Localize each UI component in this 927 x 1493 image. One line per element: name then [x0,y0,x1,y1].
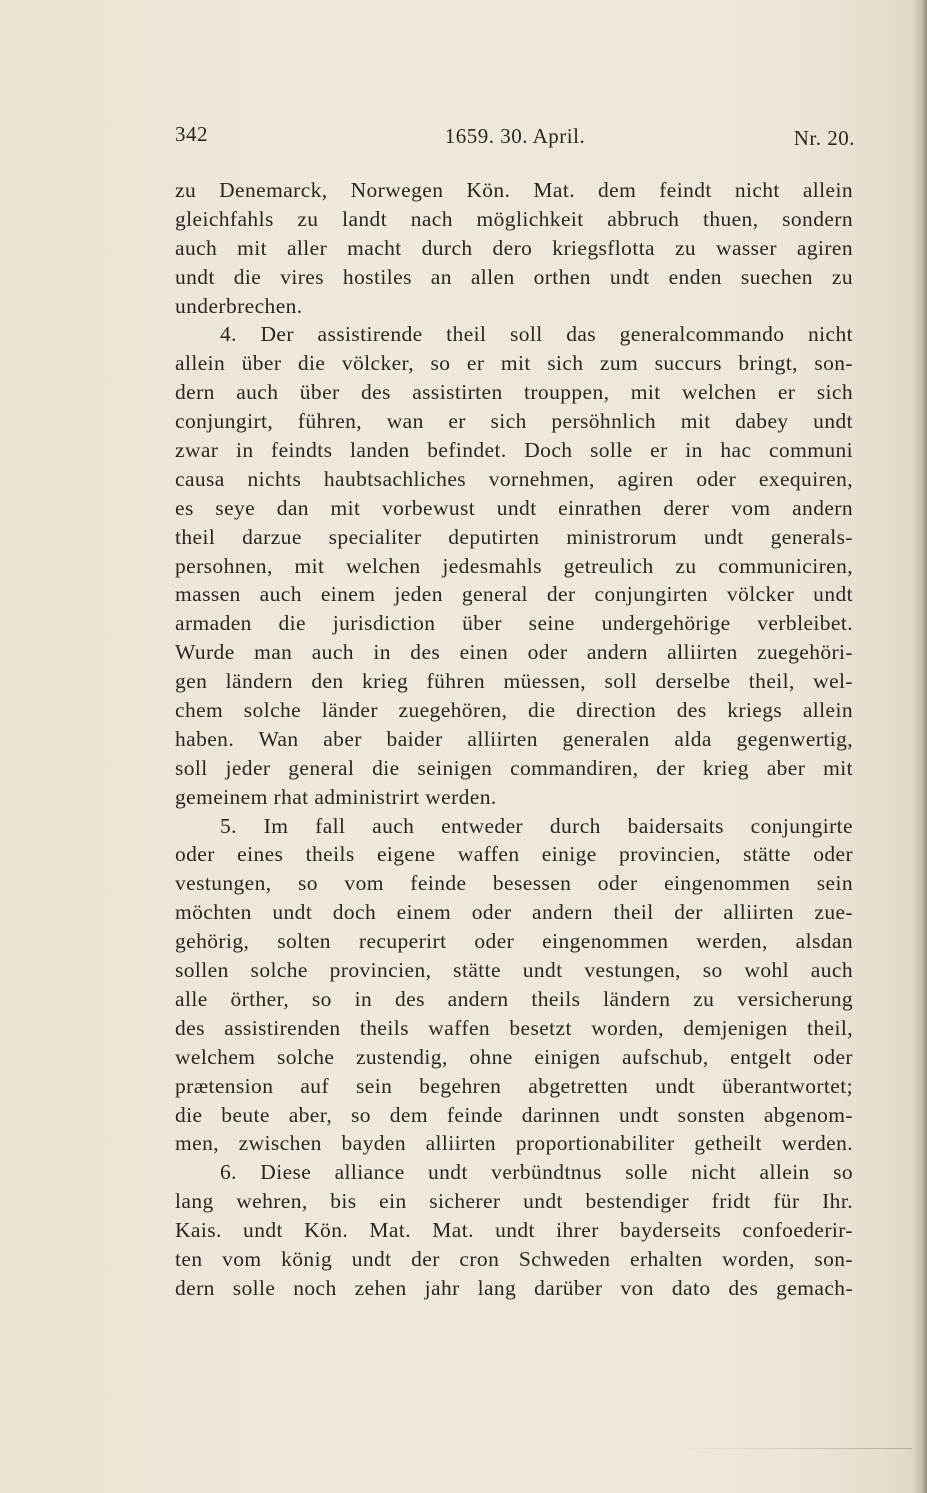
text-line: underbrechen. [175,293,303,318]
text-line: dern auch über des assistirten trouppen, mit welchen er sich [175,380,853,405]
text-line: gehörig, solten recuperirt oder eingenommen werden, alsdan [175,929,853,954]
text-line: gemeinem rhat administrirt werden. [175,784,497,809]
text-line: haben. Wan aber baider alliirten generalen alda gegenwertig, [175,726,853,751]
page-number: 342 [175,122,208,146]
text-line: Wurde man auch in des einen oder andern alliirten zuegehöri- [175,640,853,665]
text-line: zwar in feindts landen befindet. Doch solle er in hac communi [175,438,853,463]
text-line: alle örther, so in des andern theils ländern zu versicherung [175,986,853,1011]
text-line: allein über die völcker, so er mit sich zum succurs bringt, son- [175,351,853,376]
text-line: sollen solche provincien, stätte undt vestungen, so wohl auch [175,958,853,983]
text-line: vestungen, so vom feinde besessen oder eingenommen sein [175,871,853,896]
text-line: conjungirt, führen, wan er sich persöhnlich mit dabey undt [175,409,853,434]
running-header [175,122,855,156]
text-line: armaden die jurisdiction über seine undergehörige verbleibet. [175,611,853,636]
document-number: Nr. 20. [793,126,855,150]
text-line: gen ländern den krieg führen müessen, soll derselbe theil, wel- [175,669,853,694]
paragraph-start-4: 4. Der assistirende theil soll das generalcommando nicht [220,322,853,347]
text-line: welchem solche zustendig, ohne einigen aufschub, entgelt oder [175,1044,853,1069]
text-line: ten vom könig undt der cron Schweden erhalten worden, son- [175,1246,853,1271]
body-text [175,176,853,1303]
text-line: möchten undt doch einem oder andern theil der alliirten zue- [175,900,853,925]
text-line: theil darzue specialiter deputirten ministrorum undt generals- [175,524,853,549]
text-line: die beute aber, so dem feinde darinnen undt sonsten abgenom- [175,1102,853,1127]
text-line: zu Denemarck, Norwegen Kön. Mat. dem feindt nicht allein [175,178,853,202]
text-line: soll jeder general die seinigen commandiren, der krieg aber mit [175,755,853,780]
text-line: massen auch einem jeden general der conjungirten völcker undt [175,582,853,607]
text-line: des assistirenden theils waffen besetzt worden, demjenigen theil, [175,1015,853,1040]
paragraph-start-6: 6. Diese alliance undt verbündtnus solle nicht allein so [220,1160,853,1185]
page-edge-shadow [913,0,927,1493]
paragraph-start-5: 5. Im fall auch entweder durch baidersaits conjungirte [220,813,853,838]
text-line: men, zwischen bayden alliirten proportionabiliter getheilt werden. [175,1131,853,1156]
text-line: prætension auf sein begehren abgetretten undt überantwortet; [175,1073,853,1098]
text-line: lang wehren, bis ein sicherer undt bestendiger fridt für Ihr. [175,1189,853,1214]
text-line: chem solche länder zuegehören, die direction des kriegs allein [175,698,853,723]
text-line: auch mit aller macht durch dero kriegsflotta zu wasser agiren [175,235,853,260]
text-line: causa nichts haubtsachliches vornehmen, agiren oder exequiren, [175,466,853,491]
text-line: Kais. undt Kön. Mat. Mat. undt ihrer bayderseits confoederir- [175,1218,853,1243]
text-line: es seye dan mit vorbewust undt einrathen derer vom andern [175,495,853,520]
text-line: gleichfahls zu landt nach möglichkeit abbruch thuen, sondern [175,206,853,231]
paper-crease [672,1448,912,1449]
text-line: undt die vires hostiles an allen orthen undt enden suechen zu [175,264,853,289]
text-line: dern solle noch zehen jahr lang darüber von dato des gemach- [175,1275,853,1300]
text-line: persohnen, mit welchen jedesmahls getreulich zu communiciren, [175,553,853,578]
header-date: 1659. 30. April. [444,124,586,148]
text-line: oder eines theils eigene waffen einige provincien, stätte oder [175,842,853,867]
